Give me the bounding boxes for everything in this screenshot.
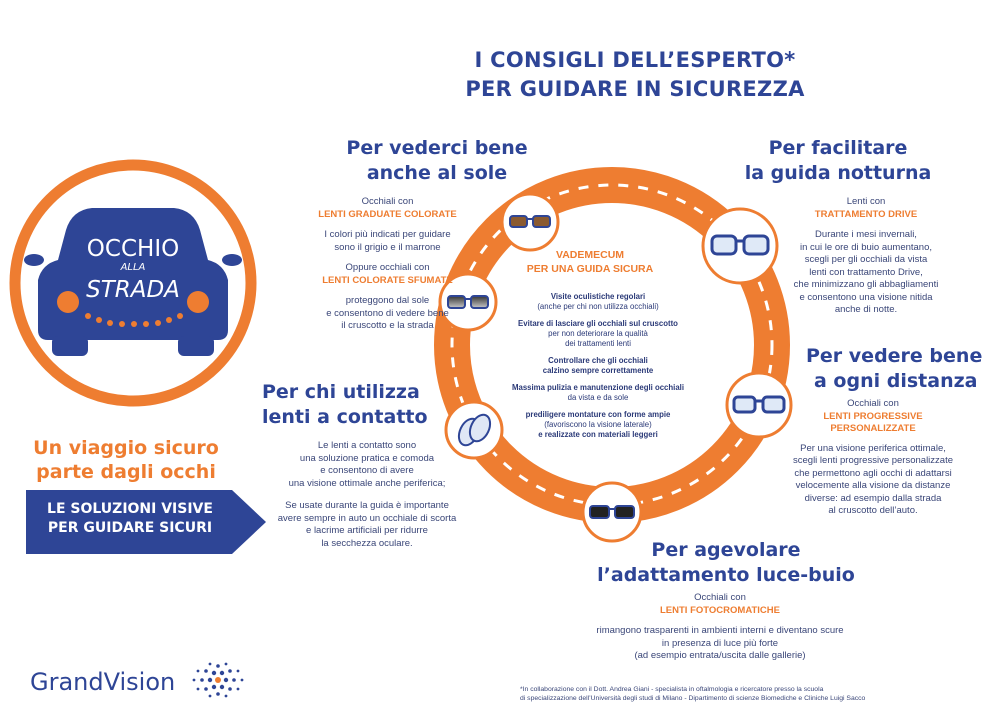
night-p4: lenti con trattamento Drive, [809,266,923,278]
vademecum-item [508,319,688,349]
contact-heading-2: lenti a contatto [262,406,428,428]
vademecum-item-4-a: Massima pulizia e manutenzione degli occhiali [511,383,684,392]
photochromic-glasses-icon [580,480,644,544]
night-p3: scegli per gli occhiali da vista [804,254,928,265]
vademecum-item-5-c: e realizzate con materiali leggeri [538,430,658,439]
sun-text [300,196,475,333]
sun-lens: LENTI GRADUATE COLORATE [318,208,457,220]
distance-text [786,398,960,518]
sun-desc-1: I colori più indicati per guidare [324,229,451,240]
contact-p2: una soluzione pratica e comoda [299,452,435,464]
car-text-strada: STRADA [86,277,180,303]
sun-heading-2: anche al sole [366,162,508,184]
night-heading-1: Per facilitare [768,137,908,159]
lightdark-p1: rimangono trasparenti in ambienti interni e diventano scure [596,625,844,636]
contact-p4: una visione ottimale anche periferica; [288,477,446,489]
distance-p1: Per una visione periferica ottimale, [800,442,946,454]
tagline [16,436,236,484]
night-text [780,196,952,317]
vademecum-title-2: PER UNA GUIDA SICURA [526,263,654,275]
contact-text [262,440,472,550]
vademecum-item-2-b: per non deteriorare la qualità [548,329,648,338]
car-icon [2,152,264,414]
tagline-line-1: Un viaggio sicuro [33,437,219,459]
vademecum-title [520,248,660,276]
footnote [520,685,950,703]
title-line-2: PER GUIDARE IN SICUREZZA [465,77,805,101]
contact-p6: avere sempre in auto un occhiale di scorta [277,512,457,524]
distance-lens-2: PERSONALIZZATE [830,423,916,434]
night-p5: che minimizzano gli abbagliamenti [793,279,939,290]
contact-p3: e consentono di avere [320,465,414,476]
sunglasses-icon [500,192,560,252]
brand-name: GrandVision [30,668,176,696]
vademecum-item-3-a: Controllare che gli occhiali [548,356,648,365]
night-p2: in cui le ore di buio aumentano, [799,241,933,253]
footnote-line-2: di specializzazione dell’Università degli studi di Milano - Dipartimento di scienze Biomediche e Cliniche Luigi Sacco [520,695,866,702]
sun-intro-2: Oppure occhiali con [345,262,430,273]
lightdark-intro: Occhiali con [694,592,746,603]
distance-intro: Occhiali con [847,398,899,409]
contact-p8: la secchezza oculare. [321,537,413,549]
vademecum-item-2-c: dei trattamenti lenti [565,339,631,348]
night-lens: TRATTAMENTO DRIVE [814,208,918,220]
distance-p4: velocemente alla visione da distanze [795,480,951,491]
contact-p5: Se usate durante la guida è importante [285,500,449,511]
sun-desc-4: e consentono di vedere bene [326,307,449,319]
distance-p5: diverse: ad esempio dalla strada [804,492,942,504]
sun-heading [344,136,530,186]
lightdark-text [560,592,880,663]
progressive-glasses-icon [724,370,794,440]
vademecum-list [508,292,688,447]
contact-p7: e lacrime artificiali per ridurre [306,525,428,536]
night-p1: Durante i mesi invernali, [815,229,917,240]
distance-p6: al cruscotto dell’auto. [828,505,918,516]
contact-p1: Le lenti a contatto sono [317,440,417,451]
lightdark-heading-1: Per agevolare [651,539,801,561]
vademecum-title-1: VADEMECUM [555,249,625,261]
vademecum-item-1-b: (anche per chi non utilizza occhiali) [537,302,659,311]
tagline-line-2: parte dagli occhi [36,461,216,483]
lightdark-heading [586,538,866,588]
page-title [420,46,850,104]
banner-text [30,500,230,538]
vademecum-item-1-a: Visite oculistiche regolari [550,292,646,301]
night-glasses-icon [700,206,780,286]
vademecum-item [508,292,688,312]
lightdark-lens: LENTI FOTOCROMATICHE [660,604,780,616]
night-heading [738,136,938,186]
night-heading-2: la guida notturna [744,162,932,184]
distance-heading [806,344,982,394]
vademecum-item-5-b: (favoriscono la visione laterale) [544,420,652,429]
vademecum-item [508,410,688,440]
vademecum-item-5-a: prediligere montature con forme ampie [525,410,671,419]
footnote-line-1: *In collaborazione con il Dott. Andrea Giani - specialista in oftalmologia e ricercatore presso la scuola [520,686,824,693]
sun-desc-3: proteggono dal sole [345,295,430,306]
lightdark-p3: (ad esempio entrata/uscita dalle gallerie) [634,650,806,661]
distance-heading-1: Per vedere bene [806,345,982,367]
sun-intro: Occhiali con [361,196,414,207]
sun-lens-2: LENTI COLORATE SFUMATE [322,274,453,286]
grandvision-logo-icon [186,660,250,700]
sun-desc-5: il cruscotto e la strada [341,320,434,331]
car-text-occhio: OCCHIO [86,236,180,262]
banner-line-2: PER GUIDARE SICURI [47,520,213,536]
night-intro: Lenti con [846,196,886,207]
distance-p3: che permettono agli occhi di adattarsi [794,467,952,479]
banner-line-1: LE SOLUZIONI VISIVE [47,501,213,517]
sun-desc-2: sono il grigio e il marrone [334,241,441,253]
vademecum-item-3-b: calzino sempre correttamente [542,366,654,375]
night-p7: anche di notte. [834,304,898,315]
lightdark-heading-2: l’adattamento luce-buio [597,564,855,586]
contact-heading-1: Per chi utilizza [262,381,420,403]
distance-heading-2: a ogni distanza [814,370,978,392]
vademecum-item [508,356,688,376]
lightdark-p2: in presenza di luce più forte [661,637,779,649]
vademecum-item-4-b: da vista e da sole [567,393,629,402]
distance-p2: scegli lenti progressive personalizzate [793,455,953,466]
title-line-1: I CONSIGLI DELL’ESPERTO* [474,48,796,72]
car-text-alla: ALLA [120,262,146,273]
contact-heading [262,380,432,430]
sun-heading-1: Per vederci bene [346,137,528,159]
vademecum-item [508,383,688,403]
vademecum-item-2-a: Evitare di lasciare gli occhiali sul cruscotto [518,319,678,328]
distance-lens-1: LENTI PROGRESSIVE [823,410,923,422]
night-p6: e consentono una visione nitida [799,291,933,303]
